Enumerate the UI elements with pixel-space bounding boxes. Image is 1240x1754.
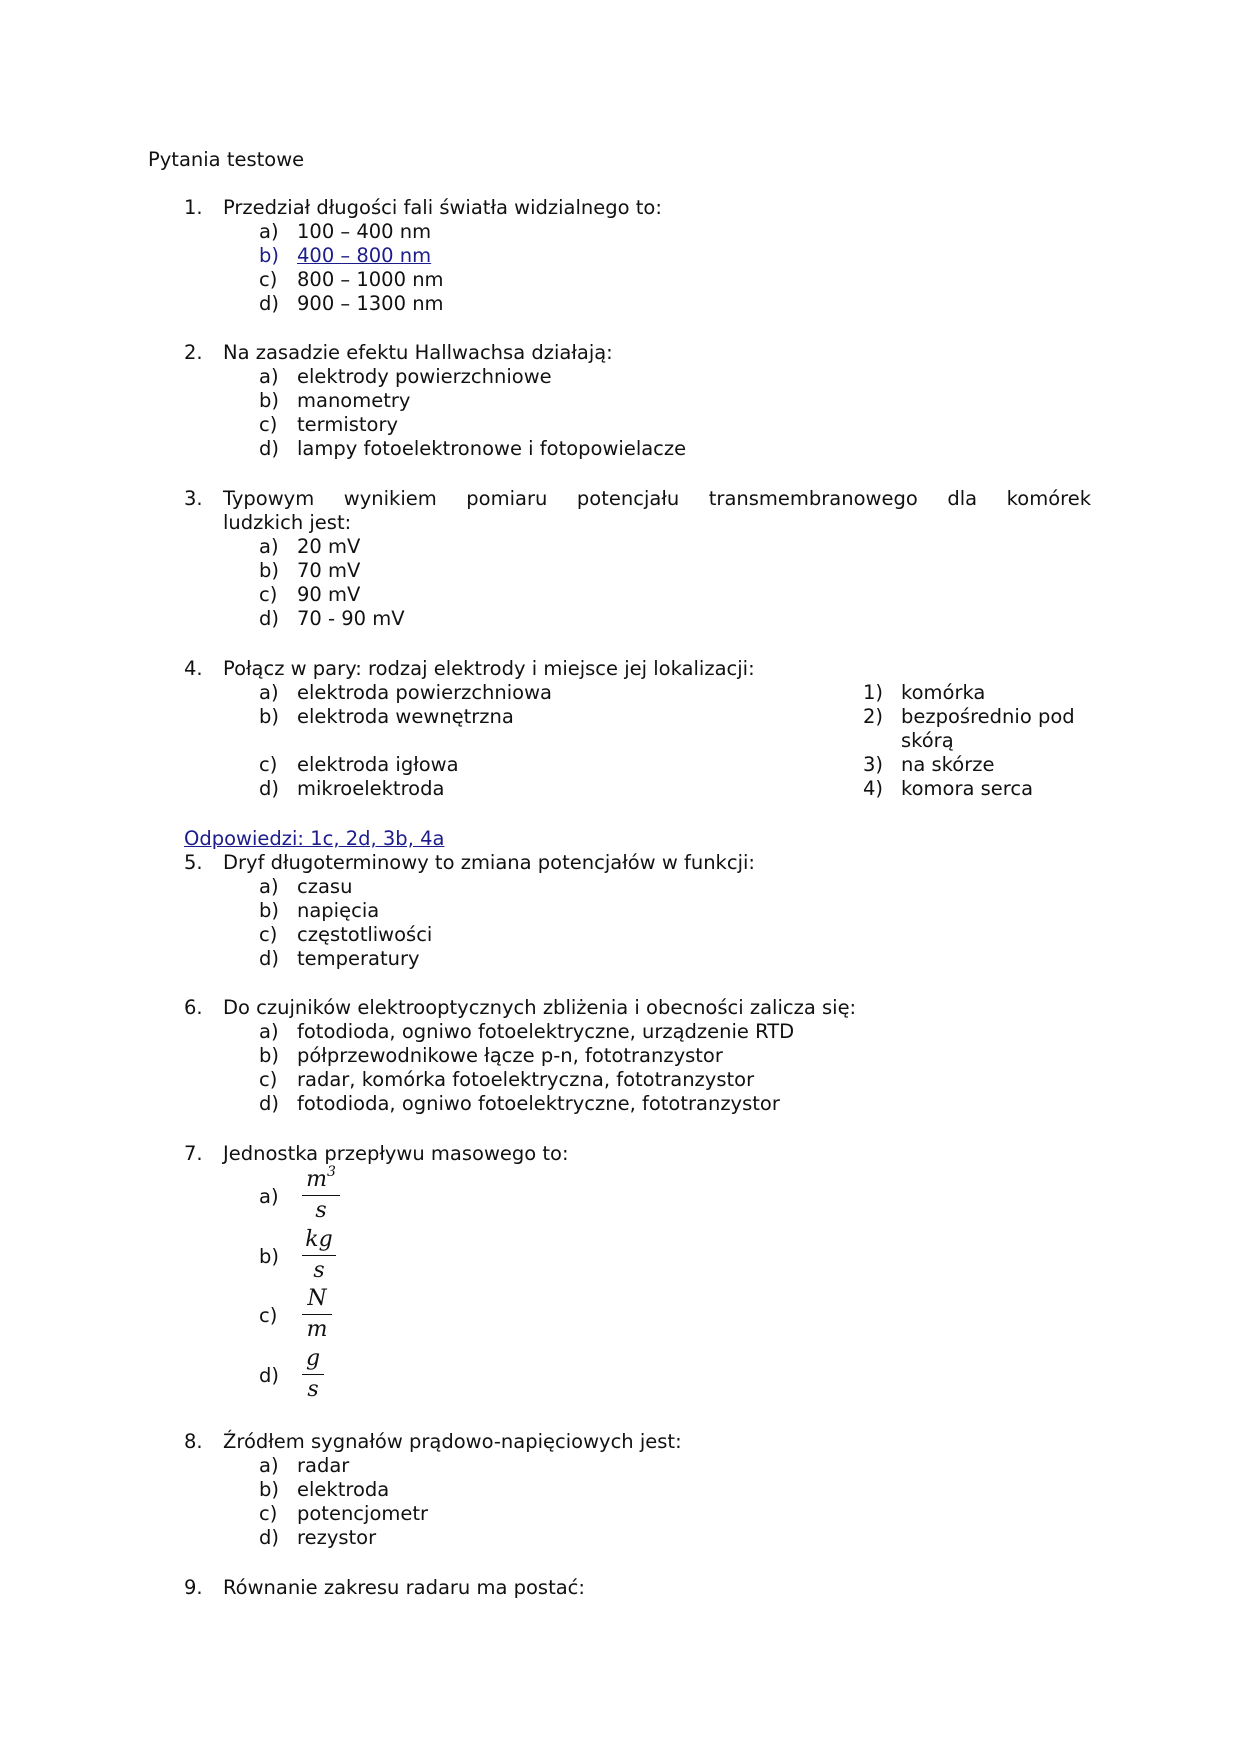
fraction-bar <box>302 1314 332 1315</box>
fraction-bar <box>302 1255 336 1256</box>
option-label: c) <box>259 923 278 946</box>
option-text: elektroda wewnętrzna <box>297 705 514 728</box>
option-label: b) <box>259 899 279 922</box>
question-number: 1. <box>184 196 203 219</box>
match-text: komora serca <box>901 777 1034 800</box>
option-label: d) <box>259 437 279 460</box>
option-text: fotodioda, ogniwo fotoelektryczne, urządzenie RTD <box>297 1020 795 1043</box>
option-text: częstotliwości <box>297 923 433 946</box>
fraction-bar <box>302 1195 340 1196</box>
option-text: 70 mV <box>297 559 361 582</box>
option-text: 900 – 1300 nm <box>297 292 444 315</box>
option-text: 100 – 400 nm <box>297 220 432 243</box>
match-label: 3) <box>863 753 884 776</box>
option-text: radar <box>297 1454 350 1477</box>
option-label: a) <box>259 365 279 388</box>
option-text: fotodioda, ogniwo fotoelektryczne, fototranzystor <box>297 1092 780 1115</box>
question-text: Przedział długości fali światła widzialnego to: <box>223 196 662 219</box>
option-label: d) <box>259 607 279 630</box>
option-label: b) <box>259 1044 279 1067</box>
option-label: c) <box>259 413 278 436</box>
fraction-numerator: N <box>307 1286 327 1311</box>
option-text: elektroda powierzchniowa <box>297 681 553 704</box>
question-text: Jednostka przepływu masowego to: <box>223 1142 569 1165</box>
option-label: a) <box>259 220 279 243</box>
option-label: d) <box>259 947 279 970</box>
option-label: a) <box>259 1020 279 1043</box>
option-text: lampy fotoelektronowe i fotopowielacze <box>297 437 687 460</box>
option-label: c) <box>259 1304 278 1327</box>
question-text-line-2: ludzkich jest: <box>223 511 352 534</box>
fraction-numerator: kg <box>305 1227 333 1252</box>
option-text: temperatury <box>297 947 420 970</box>
question-number: 5. <box>184 851 203 874</box>
option-label: a) <box>259 1454 279 1477</box>
fraction-bar <box>302 1374 324 1375</box>
question-number: 7. <box>184 1142 203 1165</box>
question-number: 6. <box>184 996 203 1019</box>
match-label: 2) <box>863 705 884 728</box>
option-text: mikroelektroda <box>297 777 445 800</box>
option-text: manometry <box>297 389 411 412</box>
option-label: b) <box>259 389 279 412</box>
question-text: Dryf długoterminowy to zmiana potencjałów w funkcji: <box>223 851 755 874</box>
option-label: b) <box>259 705 279 728</box>
answers-link[interactable]: Odpowiedzi: 1c, 2d, 3b, 4a <box>184 827 445 850</box>
question-text: Do czujników elektrooptycznych zbliżenia i obecności zalicza się: <box>223 996 857 1019</box>
option-text: 90 mV <box>297 583 361 606</box>
match-text: bezpośrednio pod <box>901 705 1075 728</box>
question-number: 3. <box>184 487 203 510</box>
fraction-unit <box>302 1286 332 1343</box>
option-text: elektroda igłowa <box>297 753 459 776</box>
question-number: 8. <box>184 1430 203 1453</box>
option-text: napięcia <box>297 899 380 922</box>
fraction-numerator: g <box>305 1346 321 1371</box>
question-number: 4. <box>184 657 203 680</box>
option-label: c) <box>259 753 278 776</box>
option-label: d) <box>259 777 279 800</box>
option-label: c) <box>259 583 278 606</box>
question-number: 9. <box>184 1576 203 1599</box>
option-text: rezystor <box>297 1526 377 1549</box>
fraction-exponent: 3 <box>326 1163 336 1180</box>
option-text: 800 – 1000 nm <box>297 268 444 291</box>
question-number: 2. <box>184 341 203 364</box>
option-text: termistory <box>297 413 399 436</box>
question-text: Równanie zakresu radaru ma postać: <box>223 1576 585 1599</box>
match-text: komórka <box>901 681 986 704</box>
option-text: czasu <box>297 875 353 898</box>
option-label: a) <box>259 875 279 898</box>
page-title: Pytania testowe <box>148 148 305 171</box>
option-text: radar, komórka fotoelektryczna, fototranzystor <box>297 1068 755 1091</box>
match-text: na skórze <box>901 753 995 776</box>
option-text: elektrody powierzchniowe <box>297 365 552 388</box>
option-text: 70 - 90 mV <box>297 607 405 630</box>
fraction-denominator: s <box>315 1198 327 1223</box>
option-label: d) <box>259 1526 279 1549</box>
question-text: Na zasadzie efektu Hallwachsa działają: <box>223 341 613 364</box>
fraction-unit <box>302 1227 336 1284</box>
option-text: potencjometr <box>297 1502 429 1525</box>
fraction-denominator: m <box>306 1317 328 1342</box>
match-label: 4) <box>863 777 884 800</box>
fraction-denominator: s <box>307 1377 319 1402</box>
option-label: d) <box>259 1364 279 1387</box>
match-text-continued: skórą <box>901 729 954 752</box>
option-label: b) <box>259 244 279 267</box>
option-label: d) <box>259 292 279 315</box>
option-label: c) <box>259 1502 278 1525</box>
option-label: b) <box>259 1478 279 1501</box>
question-text: Źródłem sygnałów prądowo-napięciowych jest: <box>223 1430 682 1453</box>
option-label: a) <box>259 681 279 704</box>
fraction-unit <box>302 1163 340 1224</box>
option-text: 20 mV <box>297 535 361 558</box>
option-label: c) <box>259 268 278 291</box>
question-text: Połącz w pary: rodzaj elektrody i miejsce jej lokalizacji: <box>223 657 755 680</box>
option-text: elektroda <box>297 1478 390 1501</box>
fraction-unit <box>302 1346 324 1403</box>
option-label: a) <box>259 1185 279 1208</box>
option-text-link[interactable]: 400 – 800 nm <box>297 244 432 267</box>
question-text-line-1: Typowym wynikiem pomiaru potencjału transmembranowego dla komórek <box>223 487 1091 510</box>
option-label: b) <box>259 1245 279 1268</box>
option-label: d) <box>259 1092 279 1115</box>
option-label: a) <box>259 535 279 558</box>
option-text: półprzewodnikowe łącze p-n, fototranzystor <box>297 1044 723 1067</box>
option-label: c) <box>259 1068 278 1091</box>
fraction-denominator: s <box>313 1258 325 1283</box>
fraction-numerator: m <box>306 1167 327 1192</box>
match-label: 1) <box>863 681 884 704</box>
option-label: b) <box>259 559 279 582</box>
